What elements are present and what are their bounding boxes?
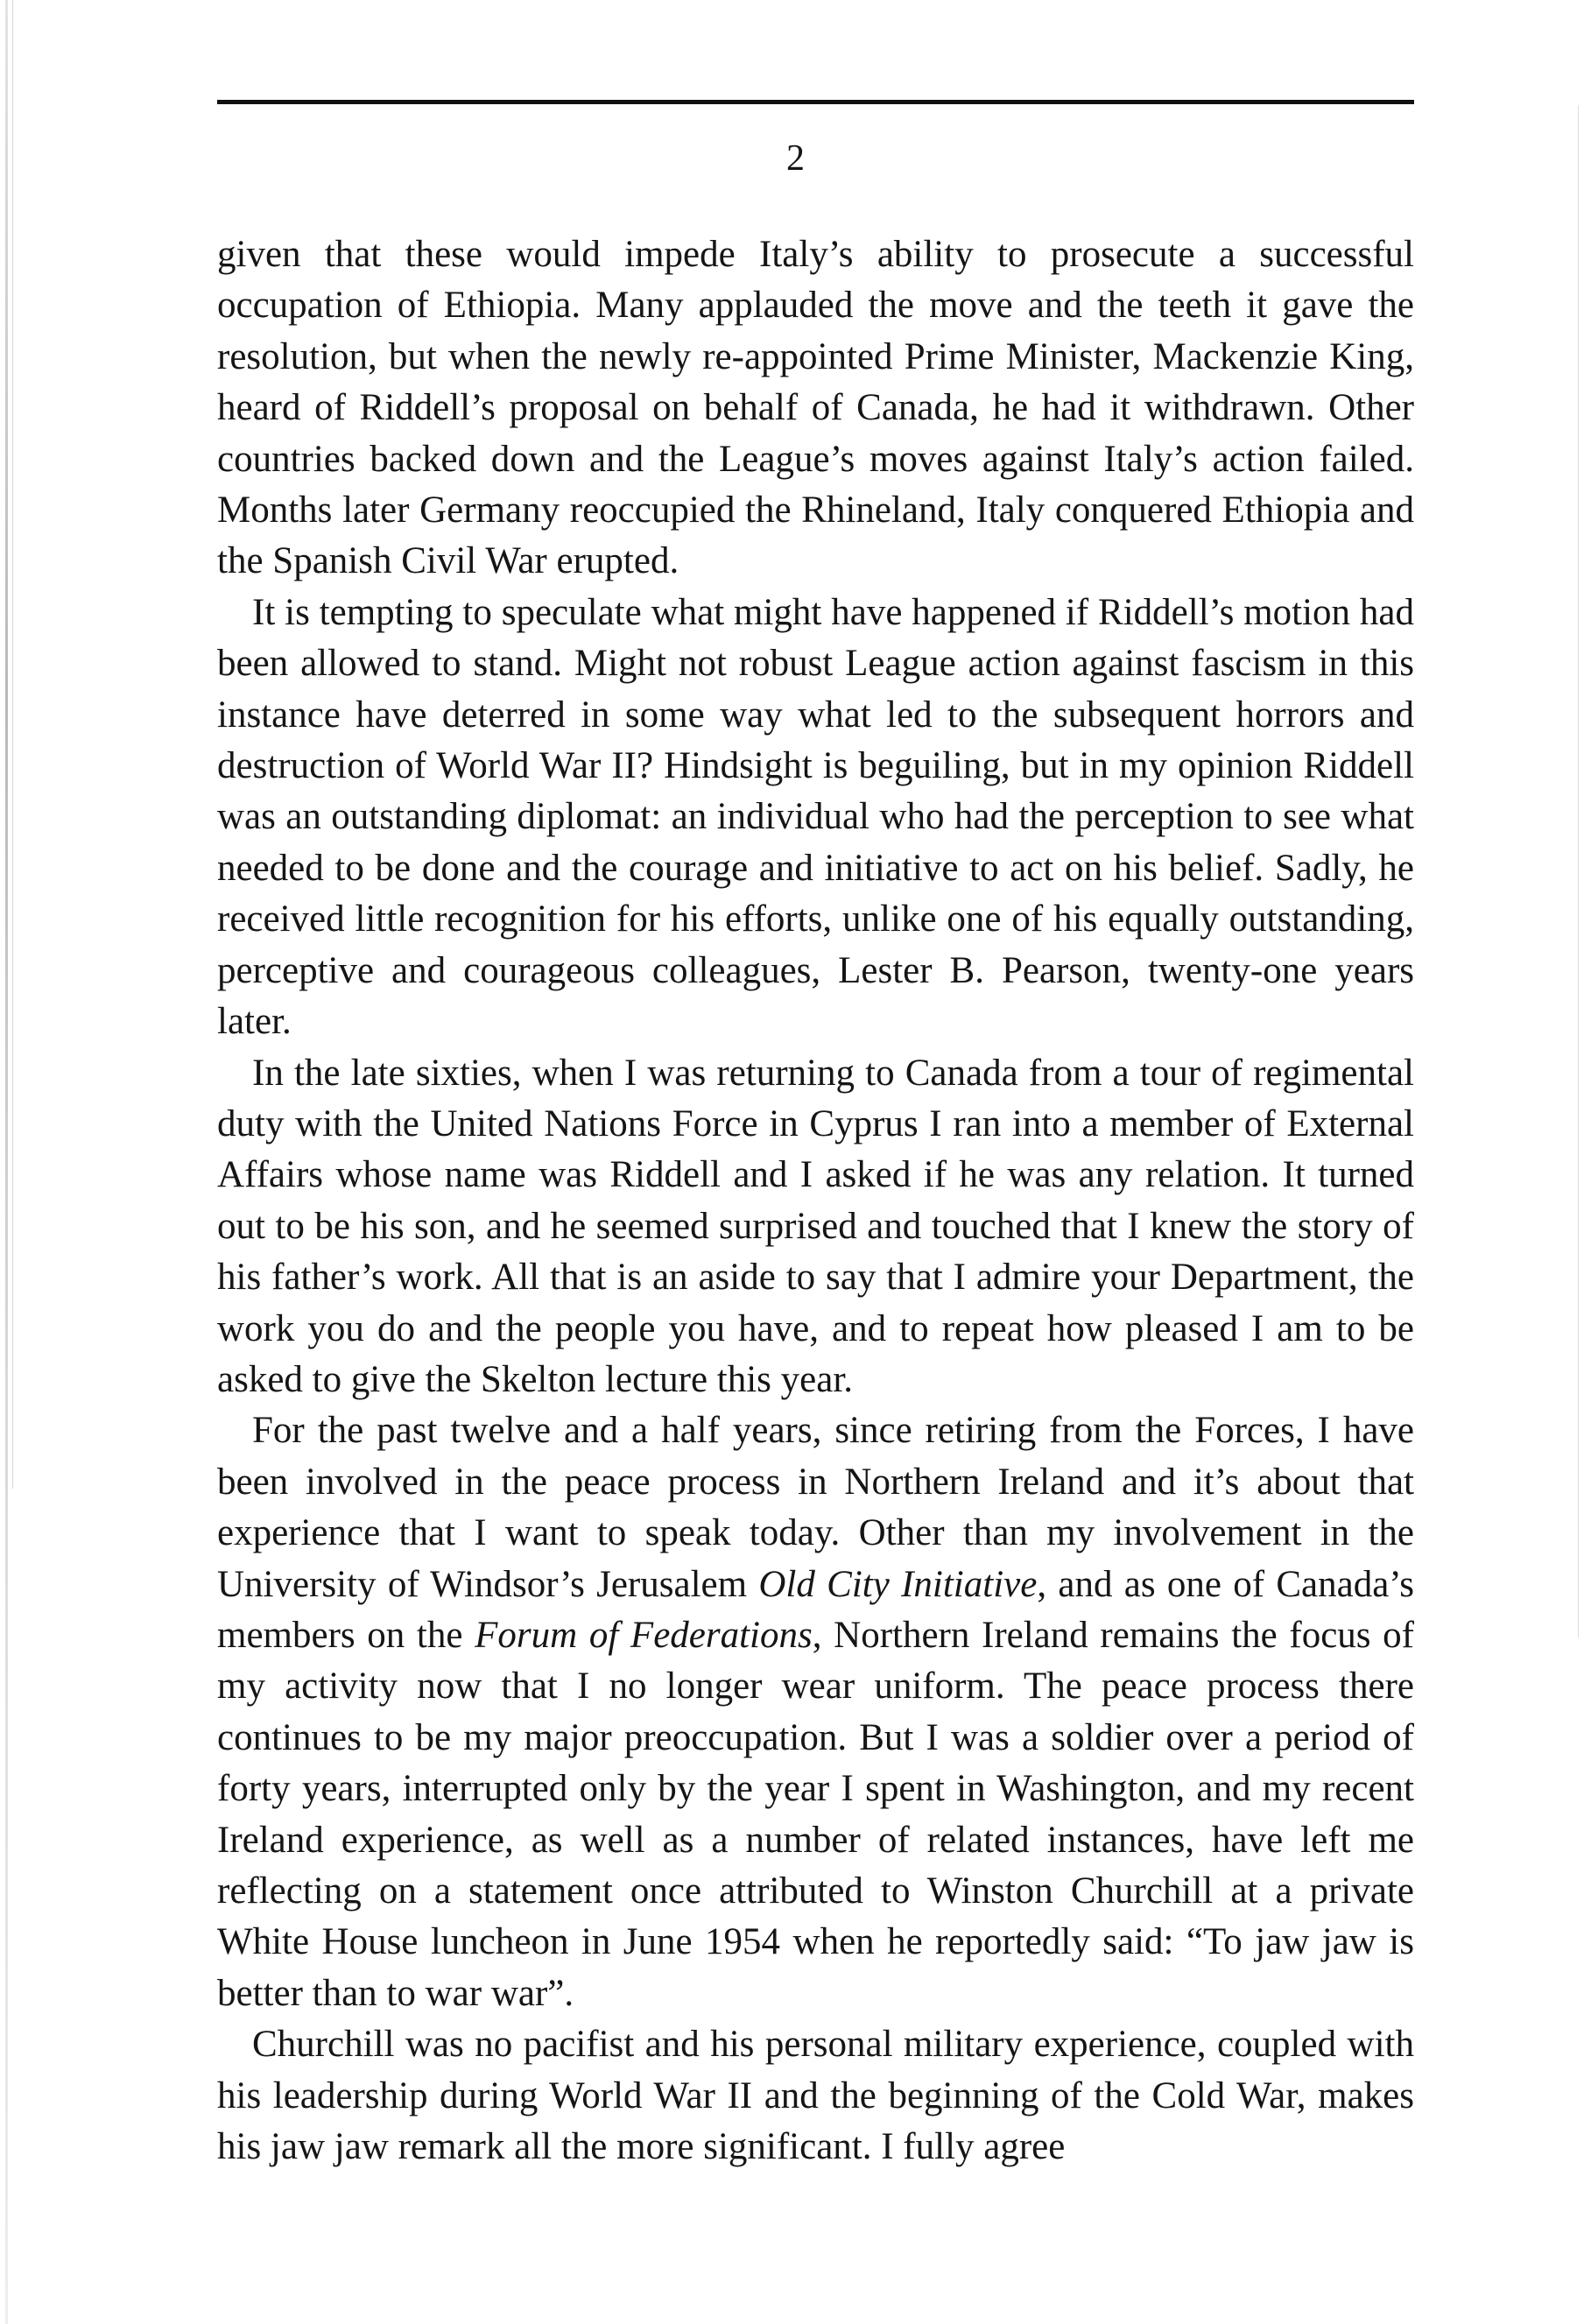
paragraph-text: In the late sixties, when I was returning to Canada from a tour of regimental duty with the United Nations Force in Cyprus I ran into a member of External Affairs whose name was Riddell and I asked if he was any relation. It turned out to be his son, and he seemed surprised and touched that I knew the story of his father’s work. All that is an aside to say that I admire your Department, the work you do and the people you have, and to repeat how pleased I am to be asked to give the Skelton lecture this year. [217,1052,1414,1400]
paragraph-text: , Northern Ireland remains the focus of my activity now that I no longer wear uniform. The peace process there continues to be my major preoccupation. But I was a soldier over a period of forty years, interrupted only by the year I spent in Washington, and my recent Ireland experience, as well as a number of related instances, have left me reflecting on a statement once attributed to Winston Churchill at a private White House luncheon in June 1954 when he reportedly said: “To jaw jaw is better than to war war”. [217,1614,1414,2014]
paragraph [217,229,1414,588]
italic-title: Forum of Federations [475,1614,813,1656]
italic-title: Old City Initiative [758,1563,1038,1605]
scan-edge-right-line [1578,105,1579,1637]
paragraph-text: It is tempting to speculate what might have happened if Riddell’s motion had been allowed to stand. Might not robust League action against fascism in this instance have deterred in some way what led to the subsequent horrors and destruction of World War II? Hindsight is beguiling, but in my opinion Riddell was an outstanding diplomat: an individual who had the perception to see what needed to be done and the courage and initiative to act on his belief. Sadly, he received little recognition for his efforts, unlike one of his equally outstanding, perceptive and courageous colleagues, Lester B. Pearson, twenty-one years later. [217,591,1414,1043]
paragraph [217,2019,1414,2173]
scan-edge-shadow [5,0,8,2324]
paragraph-text: , and as one of Canada’s members on the [217,1563,1414,1656]
header-rule [217,100,1414,104]
paragraph-text: given that these would impede Italy’s ability to prosecute a successful occupation of Ethiopia. Many applauded the move and the teeth it gave the resolution, but when the newly re-appointed Prime Minister, Mackenzie King, heard of Riddell’s proposal on behalf of Canada, he had it withdrawn. Other countries backed down and the League’s moves against Italy’s action failed. Months later Germany reoccupied the Rhineland, Italy conquered Ethiopia and the Spanish Civil War erupted. [217,234,1414,582]
paragraph [217,1048,1414,1406]
paragraph-text: For the past twelve and a half years, since retiring from the Forces, I have been involved in the peace process in Northern Ireland and it’s about that experience that I want to speak today. Other than my involvement in the University of Windsor’s Jerusalem [217,1410,1414,1605]
paragraph [217,1405,1414,2019]
body-text [217,229,1414,2173]
paragraph [217,588,1414,1048]
scan-edge-line [12,0,13,1489]
paragraph-text: Churchill was no pacifist and his personal military experience, coupled with his leadership during World War II and the beginning of the Cold War, makes his jaw jaw remark all the more significant. I fully agree [217,2024,1414,2168]
page-number: 2 [786,138,805,179]
